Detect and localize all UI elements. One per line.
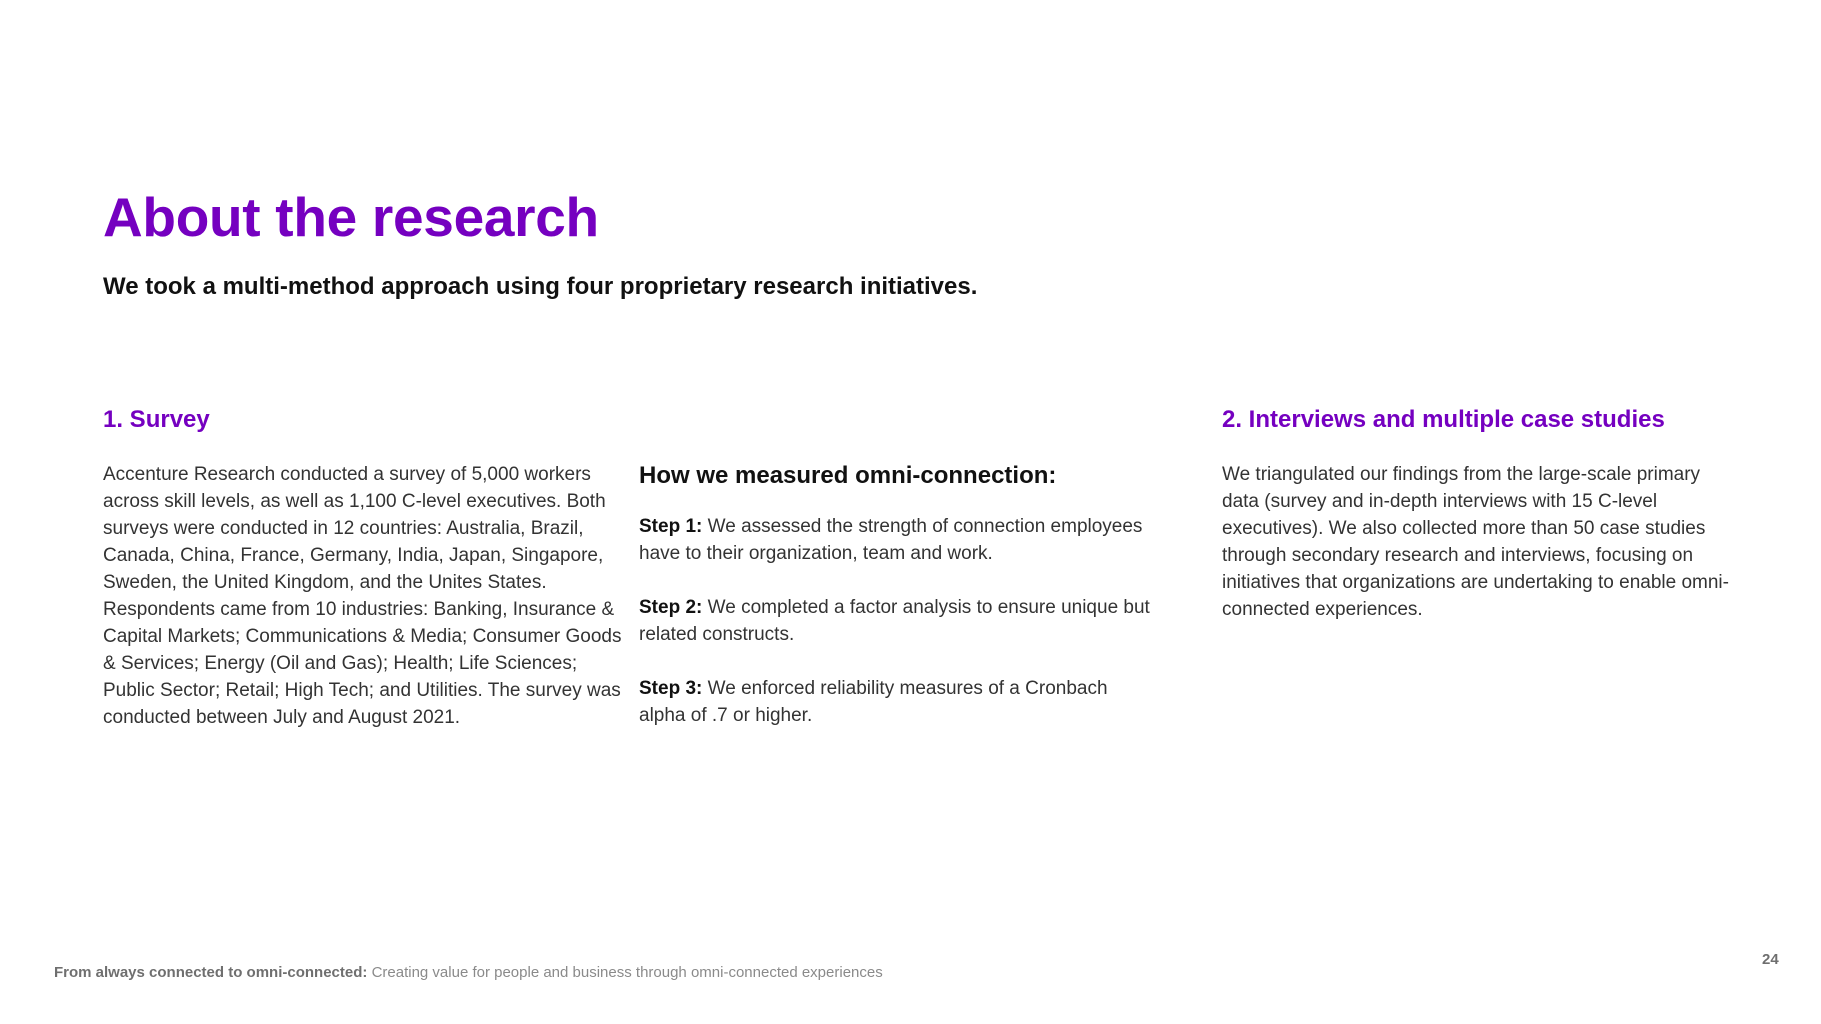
interviews-body: We triangulated our findings from the large-scale primary data (survey and in-depth interviews with 15 C-level executives). We also collected more than 50 case studies through secondary research and interviews, focusing on initiatives that organizations are undertaking to enable omni-connected experiences. bbox=[1222, 463, 1729, 620]
interviews-heading: 2. Interviews and multiple case studies bbox=[1222, 406, 1665, 433]
step-3-text: We enforced reliability measures of a Cronbach alpha of .7 or higher. bbox=[639, 677, 1108, 726]
page-subtitle: We took a multi-method approach using four proprietary research initiatives. bbox=[103, 273, 978, 300]
page-title: About the research bbox=[103, 186, 599, 248]
step-3-label: Step 3: bbox=[639, 677, 703, 699]
interviews-section bbox=[1222, 406, 1732, 623]
footer-report-subtitle: Creating value for people and business through omni-connected experiences bbox=[371, 964, 883, 981]
survey-body: Accenture Research conducted a survey of 5,000 workers across skill levels, as well as 1,100 C-level executives. Both surveys were conducted in 12 countries: Australia, Brazil, Canada, China, France, Germany, India, Japan, Singapore, Sweden, the United Kingdom, and the Unites States. Respondents came from 10 industries: Banking, Insurance & Capital Markets; Communications & Media; Consumer Goods & Services; Energy (Oil and Gas); Health; Life Sciences; Public Sector; Retail; High Tech; and Utilities. The survey was conducted between July and August 2021. bbox=[103, 463, 622, 728]
step-2-label: Step 2: bbox=[639, 596, 703, 618]
footer-report-title: From always connected to omni-connected: bbox=[54, 964, 368, 981]
step-1-label: Step 1: bbox=[639, 515, 703, 537]
step-2 bbox=[639, 594, 1159, 648]
measurement-section bbox=[639, 462, 1159, 756]
step-3 bbox=[639, 675, 1159, 729]
survey-section bbox=[103, 406, 628, 731]
survey-heading: 1. Survey bbox=[103, 406, 210, 433]
step-2-text: We completed a factor analysis to ensure unique but related constructs. bbox=[639, 596, 1150, 645]
step-1 bbox=[639, 513, 1159, 567]
footer bbox=[54, 964, 883, 981]
page-number: 24 bbox=[1762, 951, 1779, 968]
measurement-heading: How we measured omni-connection: bbox=[639, 462, 1057, 489]
step-1-text: We assessed the strength of connection employees have to their organization, team and work. bbox=[639, 515, 1143, 564]
